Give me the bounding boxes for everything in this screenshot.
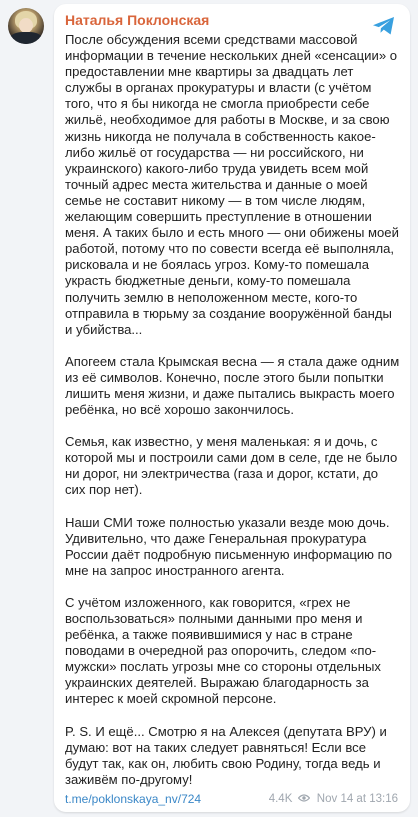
paragraph: После обсуждения всеми средствами массовой информации в течение нескольких дней «сенсации» о предоставлении мне квартиры за двадцать лет службы в органах прокуратуры и власти (с учётом того, что я бы никогда не смогла приобрести себе жильё, необходимое для работы в Москве, и за свою жизнь никогда не получала в собственность какое-либо жильё от государства — ни российского, ни украинского) какого-либо труда увидеть всем мой точный адрес места жительства и данные о моей семье не составит никому — в том числе людям, желающим совершить преступление в отношении меня. А таких было и есть много — они обижены моей работой, потому что по совести всегда её выполняла, рисковала и не боялась угроз. Кому-то помешала украсть бюджетные деньги, кому-то помешала получить землю в неположенном месте, кого-то отправила в тюрьму за создание вооружённой банды и убийства... [65,32,399,337]
paragraph: Наши СМИ тоже полностью указали везде мою дочь. Удивительно, что даже Генеральная прокуратура России даёт подробную письменную информацию по мне на запрос иностранного агента. [65,514,392,578]
timestamp: Nov 14 at 13:16 [316,793,398,805]
view-count: 4.4K [268,793,293,805]
author-avatar[interactable] [8,8,44,44]
post-link[interactable]: t.me/poklonskaya_nv/724 [65,792,202,806]
message-footer [65,792,398,808]
paragraph: Апогеем стала Крымская весна — я стала даже одним из её символов. Конечно, после этого были попытки лишить меня жизни, и даже пытались выкрасть моего ребёнка, но всё хорошо закончилось. [65,353,400,418]
message-text [65,32,401,804]
message-card [54,4,410,812]
paragraph: С учётом изложенного, как говорится, «грех не воспользоваться» полными данными про меня и ребёнка, а также появившимися у нас в стране поводами в очередной раз опорочить, следом «по-мужски» послать угрозы мне со стороны отдельных украинских деятелей. Выражаю благодарность за интерес к моей скромной персоне. [65,594,381,707]
paragraph: Семья, как известно, у меня маленькая: я и дочь, с которой мы и построили сами дом в селе, где не было ни дорог, ни электричества (газа и дорог, кстати, до сих пор нет). [65,434,398,498]
eye-icon [298,794,310,802]
paragraph: P. S. И ещё... Смотрю я на Алексея (депутата ВРУ) и думаю: вот на таких следует равняться! Если все будут так, как он, любить свою Родину, тогда ведь и заживём по-другому! [65,723,387,787]
author-name[interactable]: Наталья Поклонская [65,12,210,28]
message-meta [269,793,398,805]
